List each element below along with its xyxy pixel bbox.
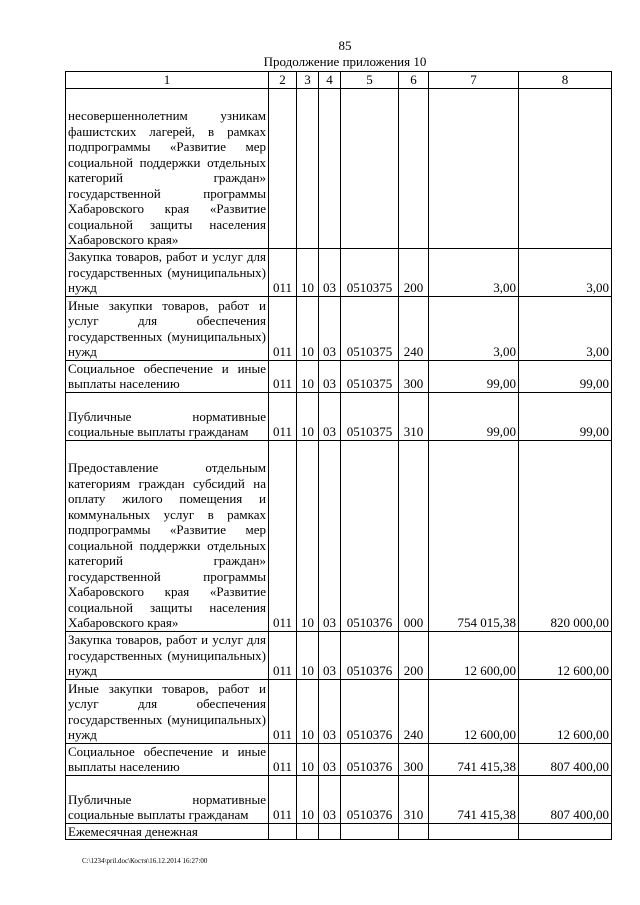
subsection-code: 03 — [319, 440, 341, 631]
table-row — [66, 248, 612, 296]
expense-type-code: 300 — [399, 743, 429, 775]
row-name: Закупка товаров, работ и услуг для государственных (муниципальных) нужд — [66, 631, 269, 679]
sum-2016: 807 400,00 — [519, 775, 612, 823]
column-header: 3 — [297, 72, 319, 89]
section-code — [297, 823, 319, 840]
sum-2016: 807 400,00 — [519, 743, 612, 775]
section-code: 10 — [297, 679, 319, 743]
expense-type-code: 240 — [399, 679, 429, 743]
sum-2015: 741 415,38 — [429, 743, 519, 775]
continuation-title: Продолжение приложения 10 — [263, 54, 427, 69]
subsection-code: 03 — [319, 360, 341, 392]
sum-2015: 12 600,00 — [429, 679, 519, 743]
target-code — [341, 88, 399, 248]
subsection-code — [319, 88, 341, 248]
expense-type-code: 300 — [399, 360, 429, 392]
column-header: 4 — [319, 72, 341, 89]
row-name: Предоставление отдельным категориям граждан субсидий на оплату жилого помещения и коммунальных услуг в рамках подпрограммы «Развитие мер социальной поддержки отдельных категорий граждан» государственной программы Хабаровского края «Развитие социальной защиты населения Хабаровского края» — [66, 440, 269, 631]
target-code: 0510376 — [341, 775, 399, 823]
ministry-code: 011 — [269, 440, 297, 631]
subsection-code — [319, 823, 341, 840]
table-row — [66, 296, 612, 360]
expense-type-code: 240 — [399, 296, 429, 360]
sum-2015: 3,00 — [429, 296, 519, 360]
sum-2016: 12 600,00 — [519, 631, 612, 679]
sum-2016: 12 600,00 — [519, 679, 612, 743]
header-row — [66, 72, 612, 89]
table-row — [66, 631, 612, 679]
section-code: 10 — [297, 296, 319, 360]
section-code: 10 — [297, 743, 319, 775]
target-code: 0510375 — [341, 296, 399, 360]
ministry-code: 011 — [269, 775, 297, 823]
column-header: 6 — [399, 72, 429, 89]
ministry-code: 011 — [269, 296, 297, 360]
sum-2015: 99,00 — [429, 392, 519, 440]
column-header: 8 — [519, 72, 612, 89]
row-name: Иные закупки товаров, работ и услуг для обеспечения государственных (муниципальных) нужд — [66, 296, 269, 360]
row-name: Социальное обеспечение и иные выплаты населению — [66, 743, 269, 775]
target-code: 0510376 — [341, 743, 399, 775]
row-name: несовершеннолетним узникам фашистских лагерей, в рамках подпрограммы «Развитие мер социальной поддержки отдельных категорий граждан» государственной программы Хабаровского края «Развитие социальной защиты населения Хабаровского края» — [66, 88, 269, 248]
expense-type-code: 200 — [399, 631, 429, 679]
table-row — [66, 743, 612, 775]
sum-2015: 99,00 — [429, 360, 519, 392]
section-code: 10 — [297, 440, 319, 631]
column-header: 2 — [269, 72, 297, 89]
ministry-code: 011 — [269, 631, 297, 679]
target-code: 0510376 — [341, 679, 399, 743]
column-header: 1 — [66, 72, 269, 89]
sum-2015 — [429, 88, 519, 248]
expense-type-code: 310 — [399, 392, 429, 440]
sum-2016: 3,00 — [519, 296, 612, 360]
table-row — [66, 823, 612, 840]
row-name: Закупка товаров, работ и услуг для государственных (муниципальных) нужд — [66, 248, 269, 296]
ministry-code: 011 — [269, 743, 297, 775]
subsection-code: 03 — [319, 296, 341, 360]
expense-type-code: 310 — [399, 775, 429, 823]
sum-2016: 820 000,00 — [519, 440, 612, 631]
ministry-code — [269, 88, 297, 248]
sum-2015: 754 015,38 — [429, 440, 519, 631]
sum-2016: 99,00 — [519, 360, 612, 392]
target-code: 0510375 — [341, 360, 399, 392]
section-code: 10 — [297, 248, 319, 296]
target-code: 0510375 — [341, 392, 399, 440]
subsection-code: 03 — [319, 631, 341, 679]
sum-2016: 99,00 — [519, 392, 612, 440]
target-code: 0510376 — [341, 440, 399, 631]
target-code — [341, 823, 399, 840]
expense-type-code — [399, 88, 429, 248]
sum-2016: 3,00 — [519, 248, 612, 296]
subsection-code: 03 — [319, 679, 341, 743]
table-row — [66, 440, 612, 631]
target-code: 0510376 — [341, 631, 399, 679]
page-number: 85 — [338, 38, 352, 53]
table-row — [66, 360, 612, 392]
row-name: Ежемесячная денежная — [66, 823, 269, 840]
ministry-code: 011 — [269, 248, 297, 296]
section-code: 10 — [297, 360, 319, 392]
ministry-code — [269, 823, 297, 840]
section-code: 10 — [297, 775, 319, 823]
section-code: 10 — [297, 392, 319, 440]
subsection-code: 03 — [319, 392, 341, 440]
table-row — [66, 679, 612, 743]
sum-2015: 12 600,00 — [429, 631, 519, 679]
expense-type-code: 000 — [399, 440, 429, 631]
sum-2016 — [519, 823, 612, 840]
subsection-code: 03 — [319, 775, 341, 823]
sum-2015: 3,00 — [429, 248, 519, 296]
ministry-code: 011 — [269, 360, 297, 392]
table-row — [66, 775, 612, 823]
column-header: 7 — [429, 72, 519, 89]
row-name: Публичные нормативные социальные выплаты гражданам — [66, 775, 269, 823]
target-code: 0510375 — [341, 248, 399, 296]
section-code: 10 — [297, 631, 319, 679]
subsection-code: 03 — [319, 248, 341, 296]
ministry-code: 011 — [269, 392, 297, 440]
expense-type-code: 200 — [399, 248, 429, 296]
sum-2015 — [429, 823, 519, 840]
section-code — [297, 88, 319, 248]
table-row — [66, 88, 612, 248]
expense-type-code — [399, 823, 429, 840]
ministry-code: 011 — [269, 679, 297, 743]
row-name: Публичные нормативные социальные выплаты гражданам — [66, 392, 269, 440]
file-path-footer: C:\1234\pril.doc\Костя\16.12.2014 16:27:00 — [82, 857, 208, 865]
sum-2015: 741 415,38 — [429, 775, 519, 823]
budget-table — [65, 71, 612, 840]
sum-2016 — [519, 88, 612, 248]
row-name: Социальное обеспечение и иные выплаты населению — [66, 360, 269, 392]
table-row — [66, 392, 612, 440]
row-name: Иные закупки товаров, работ и услуг для обеспечения государственных (муниципальных) нужд — [66, 679, 269, 743]
subsection-code: 03 — [319, 743, 341, 775]
column-header: 5 — [341, 72, 399, 89]
